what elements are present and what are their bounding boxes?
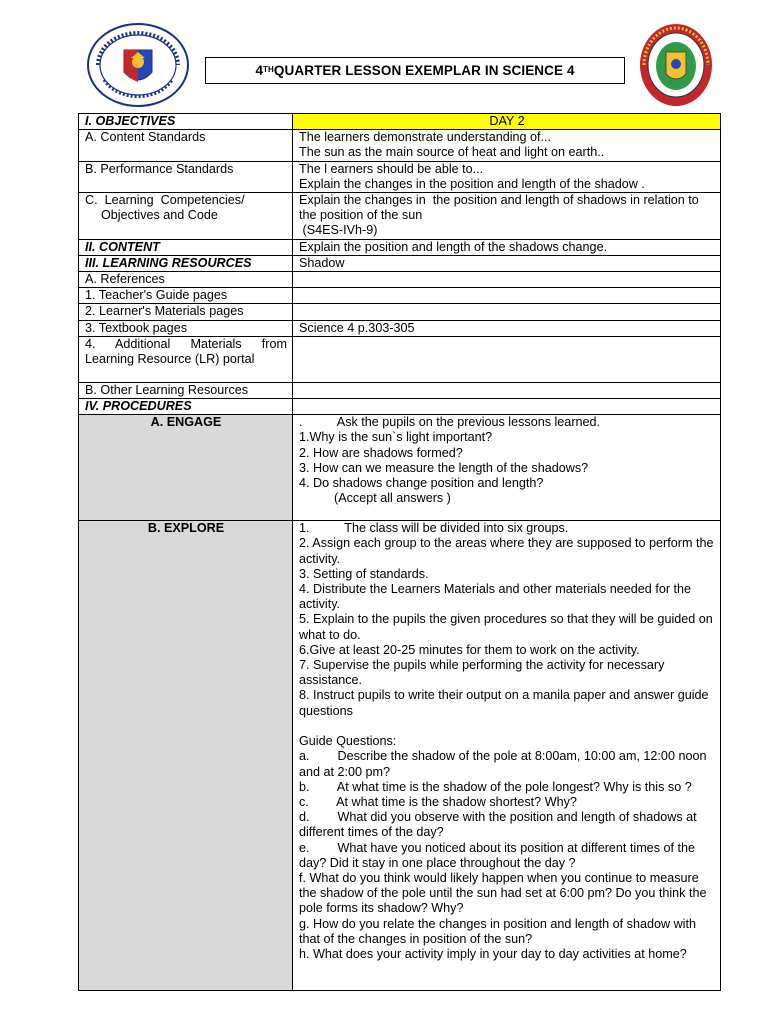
table-row bbox=[79, 130, 721, 161]
table-row bbox=[79, 304, 721, 320]
explore-line: 2. Assign each group to the areas where they are supposed to perform the activity. bbox=[299, 536, 717, 566]
content-standards-value bbox=[293, 130, 721, 161]
table-row bbox=[79, 521, 721, 991]
competencies-line: Explain the changes in the position and length of shadows in relation to the position of the sun bbox=[299, 193, 703, 223]
content-standards-label: A. Content Standards bbox=[79, 130, 293, 161]
guide-question: f. What do you think would likely happen when you continue to measure the shadow of the pole until the sun had set at 6:00 pm? Do you think the pole forms its shadow? Why? bbox=[299, 870, 710, 916]
performance-standards-value bbox=[293, 161, 721, 192]
engage-content bbox=[293, 415, 721, 521]
teachers-guide-value bbox=[293, 288, 721, 304]
textbook-value: Science 4 p.303-305 bbox=[293, 320, 721, 336]
other-resources-value bbox=[293, 382, 721, 398]
content-standards-line: The sun as the main source of heat and light on earth.. bbox=[299, 145, 605, 160]
spacer bbox=[299, 719, 715, 734]
engage-line: 4. Do shadows change position and length? bbox=[299, 476, 544, 491]
table-row bbox=[79, 399, 721, 415]
explore-line: 8. Instruct pupils to write their output on a manila paper and answer guide questions bbox=[299, 688, 713, 718]
objectives-label: I. OBJECTIVES bbox=[79, 114, 293, 130]
table-row bbox=[79, 239, 721, 255]
learning-resources-value: Shadow bbox=[293, 255, 721, 271]
additional-materials-label: 4. Additional Materials from Learning Resource (LR) portal bbox=[79, 336, 293, 382]
guide-question: h. What does your activity imply in your day to day activities at home? bbox=[299, 946, 687, 961]
references-value bbox=[293, 272, 721, 288]
table-row bbox=[79, 272, 721, 288]
performance-standards-line: Explain the changes in the position and length of the shadow . bbox=[299, 176, 645, 191]
content-label: II. CONTENT bbox=[79, 239, 293, 255]
lesson-title: 4 $^{TH}$ QUARTER LESSON EXEMPLAR IN SCIENCE 4 bbox=[205, 57, 625, 84]
explore-line: 4. Distribute the Learners Materials and other materials needed for the activity. bbox=[299, 582, 695, 612]
learners-materials-value bbox=[293, 304, 721, 320]
day-label: DAY 2 bbox=[293, 114, 721, 130]
explore-line: 6.Give at least 20-25 minutes for them to work on the activity. bbox=[299, 642, 640, 657]
competencies-label-line: C. Learning Competencies/ bbox=[85, 193, 245, 208]
title-rest: QUARTER LESSON EXEMPLAR IN SCIENCE 4 bbox=[273, 63, 575, 78]
lesson-table bbox=[78, 113, 721, 991]
procedures-label: IV. PROCEDURES bbox=[79, 399, 293, 415]
explore-line: 3. Setting of standards. bbox=[299, 566, 429, 581]
table-row bbox=[79, 193, 721, 240]
guide-question: b. At what time is the shadow of the pole longest? Why is this so ? bbox=[299, 779, 692, 794]
performance-standards-label: B. Performance Standards bbox=[79, 161, 293, 192]
performance-standards-line: The l earners should be able to... bbox=[299, 161, 484, 176]
guide-question: a. Describe the shadow of the pole at 8:00am, 10:00 am, 12:00 noon and at 2:00 pm? bbox=[299, 749, 710, 779]
references-label: A. References bbox=[79, 272, 293, 288]
page-header bbox=[0, 0, 768, 112]
engage-line: . Ask the pupils on the previous lessons learned. bbox=[299, 415, 601, 430]
content-standards-line: The learners demonstrate understanding of... bbox=[299, 130, 552, 145]
table-row bbox=[79, 114, 721, 130]
explore-line: 5. Explain to the pupils the given procedures so that they will be guided on what to do. bbox=[299, 612, 717, 642]
textbook-label: 3. Textbook pages bbox=[79, 320, 293, 336]
learning-resources-label: III. LEARNING RESOURCES bbox=[79, 255, 293, 271]
competencies-label bbox=[79, 193, 293, 240]
explore-line: 7. Supervise the pupils while performing the activity for necessary assistance. bbox=[299, 658, 668, 688]
competencies-value bbox=[293, 193, 721, 240]
engage-line: (Accept all answers ) bbox=[299, 491, 451, 506]
engage-line: 1.Why is the sun`s light important? bbox=[299, 430, 493, 445]
explore-line: 1. The class will be divided into six groups. bbox=[299, 521, 569, 536]
table-row bbox=[79, 255, 721, 271]
engage-line: 2. How are shadows formed? bbox=[299, 445, 463, 460]
teachers-guide-label: 1. Teacher's Guide pages bbox=[79, 288, 293, 304]
content-value: Explain the position and length of the shadows change. bbox=[293, 239, 721, 255]
table-row bbox=[79, 336, 721, 382]
guide-questions-title: Guide Questions: bbox=[299, 734, 397, 749]
table-row bbox=[79, 161, 721, 192]
additional-materials-value bbox=[293, 336, 721, 382]
table-row bbox=[79, 288, 721, 304]
explore-label: B. EXPLORE bbox=[79, 521, 293, 991]
table-row bbox=[79, 382, 721, 398]
title-prefix: 4 bbox=[255, 63, 264, 78]
table-row bbox=[79, 320, 721, 336]
competencies-label-line: Objectives and Code bbox=[101, 208, 218, 223]
explore-content bbox=[293, 521, 721, 991]
guide-question: d. What did you observe with the position and length of shadows at different times of the day? bbox=[299, 810, 701, 840]
guide-question: e. What have you noticed about its position at different times of the day? Did it stay in one place throughout the day ? bbox=[299, 840, 699, 870]
guide-question: c. At what time is the shadow shortest? Why? bbox=[299, 794, 577, 809]
procedures-value bbox=[293, 399, 721, 415]
deped-division-seal-icon bbox=[638, 22, 714, 108]
table-row bbox=[79, 415, 721, 521]
guide-question: g. How do you relate the changes in position and length of shadow with that of the changes in position of the sun? bbox=[299, 916, 700, 946]
competencies-code: (S4ES-IVh-9) bbox=[299, 223, 378, 238]
other-resources-label: B. Other Learning Resources bbox=[79, 382, 293, 398]
learners-materials-label: 2. Learner's Materials pages bbox=[79, 304, 293, 320]
kagawaran-ng-edukasyon-seal-icon bbox=[84, 22, 192, 108]
engage-label: A. ENGAGE bbox=[79, 415, 293, 521]
engage-line: 3. How can we measure the length of the shadows? bbox=[299, 460, 589, 475]
